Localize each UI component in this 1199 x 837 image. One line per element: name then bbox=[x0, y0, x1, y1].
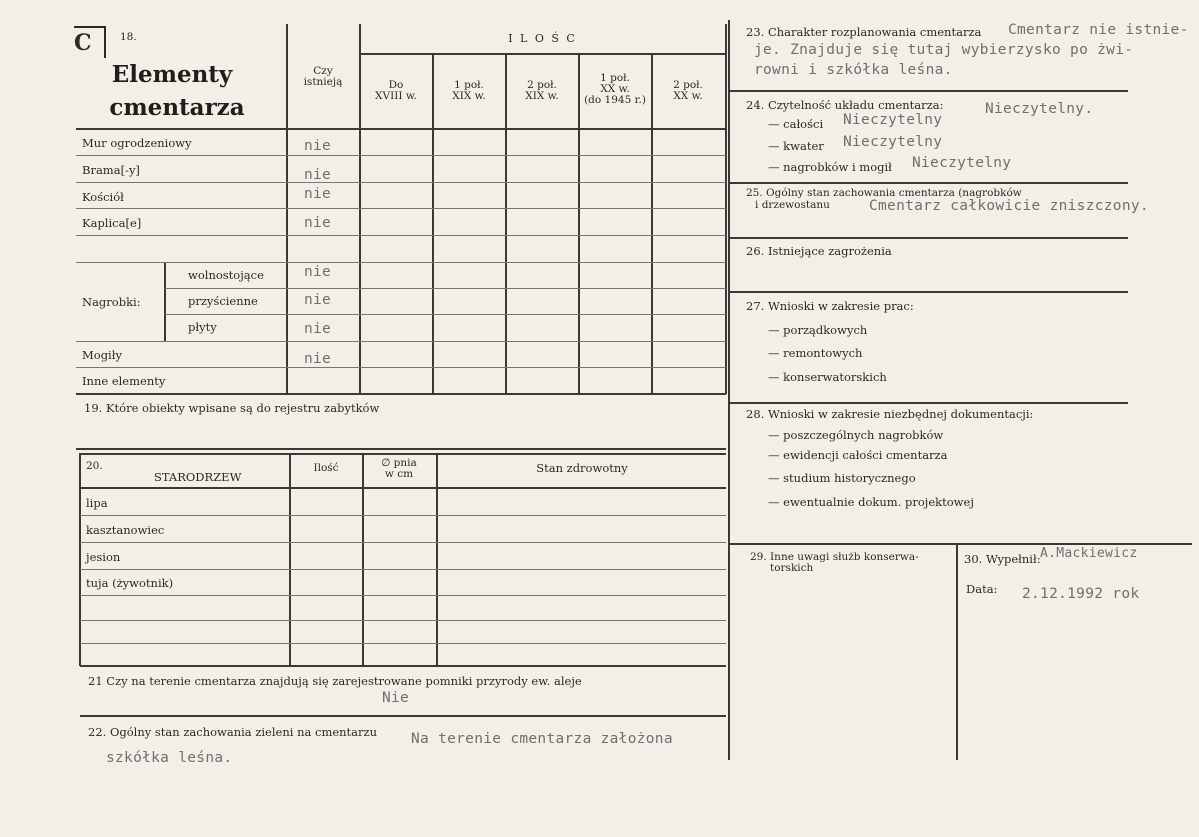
col-stan: Stan zdrowotny bbox=[536, 461, 628, 475]
section-27-item-3: — konserwatorskich bbox=[768, 370, 887, 384]
grid-line bbox=[432, 55, 434, 394]
section-21-value: Nie bbox=[382, 690, 410, 706]
period-col-2-line1: 1 poł. bbox=[454, 79, 484, 91]
row-label-kosciol: Kościół bbox=[82, 190, 124, 204]
section-25-label-line2: i drzewostanu bbox=[755, 199, 830, 211]
grid-line bbox=[76, 393, 726, 395]
section-30-name: A.Mackiewicz bbox=[1040, 546, 1138, 561]
section-24-nagrobkow-label: — nagrobków i mogił bbox=[768, 160, 892, 174]
row-label-plyty: płyty bbox=[188, 320, 217, 334]
grid-line bbox=[76, 448, 726, 450]
period-col-3 bbox=[506, 80, 578, 102]
period-col-3-line2: XIX w. bbox=[525, 90, 559, 102]
tree-kasztanowiec: kasztanowiec bbox=[86, 523, 165, 537]
period-col-4 bbox=[579, 73, 651, 106]
section-28-label: 28. Wnioski w zakresie niezbędnej dokumentacji: bbox=[746, 407, 1034, 421]
grid-line bbox=[76, 341, 726, 342]
row-label-przyscienne: przyścienne bbox=[188, 294, 258, 308]
section-24-kwater: Nieczytelny bbox=[843, 134, 943, 150]
col-czy-istnieja bbox=[288, 66, 358, 88]
grid-line bbox=[728, 90, 1128, 92]
section-24-nagrobkow: Nieczytelny bbox=[912, 155, 1012, 171]
value-brama: nie bbox=[304, 167, 332, 183]
section-30-date: 2.12.1992 rok bbox=[1022, 586, 1140, 602]
grid-line bbox=[728, 402, 1128, 404]
section-29-line2: torskich bbox=[770, 562, 814, 574]
section-21-label: 21 Czy na terenie cmentarza znajdują się zarejestrowane pomniki przyrody ew. aleje bbox=[88, 674, 582, 688]
section-23-value-line2: je. Znajduje się tutaj wybierzysko po żwi- bbox=[754, 42, 1134, 58]
period-col-4-line1: 1 poł. bbox=[600, 72, 630, 84]
row-label-kaplica: Kaplica[e] bbox=[82, 216, 142, 230]
period-col-3-line1: 2 poł. bbox=[527, 79, 557, 91]
section-22-label: 22. Ogólny stan zachowania zieleni na cmentarzu bbox=[88, 725, 377, 739]
section-25-label-line1: 25. Ogólny stan zachowania cmentarza (nagrobków bbox=[746, 187, 1022, 199]
section-letter: C bbox=[74, 30, 92, 56]
period-col-4-line3: (do 1945 r.) bbox=[584, 94, 646, 106]
grid-line bbox=[505, 55, 507, 394]
grid-line bbox=[80, 569, 726, 570]
grid-line bbox=[728, 291, 1128, 293]
section-30-label: 30. Wypełnił: bbox=[964, 552, 1041, 566]
period-col-2 bbox=[433, 80, 505, 102]
period-col-4-line2: XX w. bbox=[600, 83, 630, 95]
value-mogily: nie bbox=[304, 351, 332, 367]
section-27-item-1: — porządkowych bbox=[768, 323, 868, 337]
section-18-title-line2: cmentarza bbox=[109, 94, 245, 121]
section-30-date-label: Data: bbox=[966, 582, 998, 596]
section-24-label: 24. Czytelność układu cmentarza: bbox=[746, 98, 944, 112]
section-24-calosci: Nieczytelny bbox=[843, 112, 943, 128]
period-col-5-line2: XX w. bbox=[673, 90, 703, 102]
grid-line bbox=[76, 367, 726, 368]
value-plyty: nie bbox=[304, 321, 332, 337]
section-27-item-2: — remontowych bbox=[768, 346, 863, 360]
tree-tuja: tuja (żywotnik) bbox=[86, 576, 174, 590]
grid-line bbox=[76, 128, 726, 130]
section-24-calosci-label: — całości bbox=[768, 117, 824, 131]
row-label-nagrobki: Nagrobki: bbox=[82, 295, 141, 309]
grid-line bbox=[80, 620, 726, 621]
section-25-value: Cmentarz całkowicie zniszczony. bbox=[869, 198, 1149, 214]
grid-line bbox=[728, 20, 730, 760]
value-kaplica: nie bbox=[304, 215, 332, 231]
col-pnia-line1: ∅ pnia bbox=[381, 457, 417, 469]
period-col-1 bbox=[360, 80, 432, 102]
row-label-mur: Mur ogrodzeniowy bbox=[82, 136, 192, 150]
grid-line bbox=[725, 24, 727, 394]
grid-line bbox=[80, 643, 726, 644]
grid-line bbox=[80, 487, 726, 489]
grid-line bbox=[80, 665, 726, 667]
grid-line bbox=[80, 595, 726, 596]
grid-line bbox=[79, 453, 81, 666]
grid-line bbox=[76, 182, 726, 183]
ilosc-header: I L O Ś C bbox=[508, 32, 577, 45]
grid-line bbox=[728, 237, 1128, 239]
grid-line bbox=[362, 453, 364, 666]
grid-line bbox=[289, 453, 291, 666]
section-20-number: 20. bbox=[86, 460, 103, 472]
grid-line bbox=[80, 453, 726, 455]
value-przyscienne: nie bbox=[304, 292, 332, 308]
grid-line bbox=[956, 543, 958, 760]
row-label-mogily: Mogiły bbox=[82, 348, 122, 362]
section-19-label: 19. Które obiekty wpisane są do rejestru zabytków bbox=[84, 401, 380, 415]
section-28-item-1: — poszczególnych nagrobków bbox=[768, 428, 944, 442]
grid-line bbox=[728, 543, 1192, 545]
grid-line bbox=[164, 263, 166, 341]
section-22-value-line2: szkółka leśna. bbox=[106, 750, 233, 766]
grid-line bbox=[76, 235, 726, 236]
col-ilosc: Ilość bbox=[313, 462, 339, 474]
row-label-wolnostojace: wolnostojące bbox=[188, 268, 264, 282]
section-letter-box bbox=[74, 26, 106, 58]
section-28-item-4: — ewentualnie dokum. projektowej bbox=[768, 495, 974, 509]
row-label-inne: Inne elementy bbox=[82, 374, 166, 388]
section-26-label: 26. Istniejące zagrożenia bbox=[746, 244, 892, 258]
col-pnia-line2: w cm bbox=[384, 468, 414, 480]
period-col-1-line2: XVIII w. bbox=[375, 90, 417, 102]
section-24-overall: Nieczytelny. bbox=[985, 101, 1094, 117]
grid-line bbox=[80, 515, 726, 516]
col-czy-line1: Czy bbox=[313, 65, 333, 77]
value-mur: nie bbox=[304, 138, 332, 154]
col-czy-line2: istnieją bbox=[303, 76, 343, 88]
grid-line bbox=[728, 182, 1128, 184]
section-28-item-2: — ewidencji całości cmentarza bbox=[768, 448, 948, 462]
tree-lipa: lipa bbox=[86, 496, 108, 510]
section-22-value-line1: Na terenie cmentarza założona bbox=[411, 731, 673, 747]
grid-line bbox=[651, 55, 653, 394]
period-col-1-line1: Do bbox=[388, 79, 404, 91]
section-28-item-3: — studium historycznego bbox=[768, 471, 916, 485]
grid-line bbox=[76, 155, 726, 156]
section-24-kwater-label: — kwater bbox=[768, 139, 824, 153]
grid-line bbox=[165, 314, 726, 315]
grid-line bbox=[436, 453, 438, 666]
grid-line bbox=[165, 288, 726, 289]
period-col-2-line2: XIX w. bbox=[452, 90, 486, 102]
section-23-label: 23. Charakter rozplanowania cmentarza bbox=[746, 25, 982, 39]
grid-line bbox=[359, 53, 726, 55]
tree-jesion: jesion bbox=[86, 550, 121, 564]
section-27-label: 27. Wnioski w zakresie prac: bbox=[746, 299, 914, 313]
section-29-line1: 29. Inne uwagi służb konserwa- bbox=[750, 551, 919, 563]
grid-line bbox=[80, 542, 726, 543]
section-23-value-line3: rowni i szkółka leśna. bbox=[754, 62, 953, 78]
grid-line bbox=[76, 262, 726, 263]
section-23-value-line1: Cmentarz nie istnie- bbox=[1008, 22, 1189, 38]
row-label-brama: Brama[-y] bbox=[82, 163, 140, 177]
starodrzew-header: STARODRZEW bbox=[154, 470, 242, 484]
value-kosciol: nie bbox=[304, 186, 332, 202]
value-wolnostojace: nie bbox=[304, 264, 332, 280]
section-18-number: 18. bbox=[120, 31, 137, 43]
period-col-5 bbox=[652, 80, 724, 102]
grid-line bbox=[76, 208, 726, 209]
section-18-title-line1: Elementy bbox=[111, 61, 233, 88]
period-col-5-line1: 2 poł. bbox=[673, 79, 703, 91]
col-pnia bbox=[363, 458, 435, 480]
section-29-label bbox=[750, 552, 919, 574]
grid-line bbox=[80, 715, 726, 717]
